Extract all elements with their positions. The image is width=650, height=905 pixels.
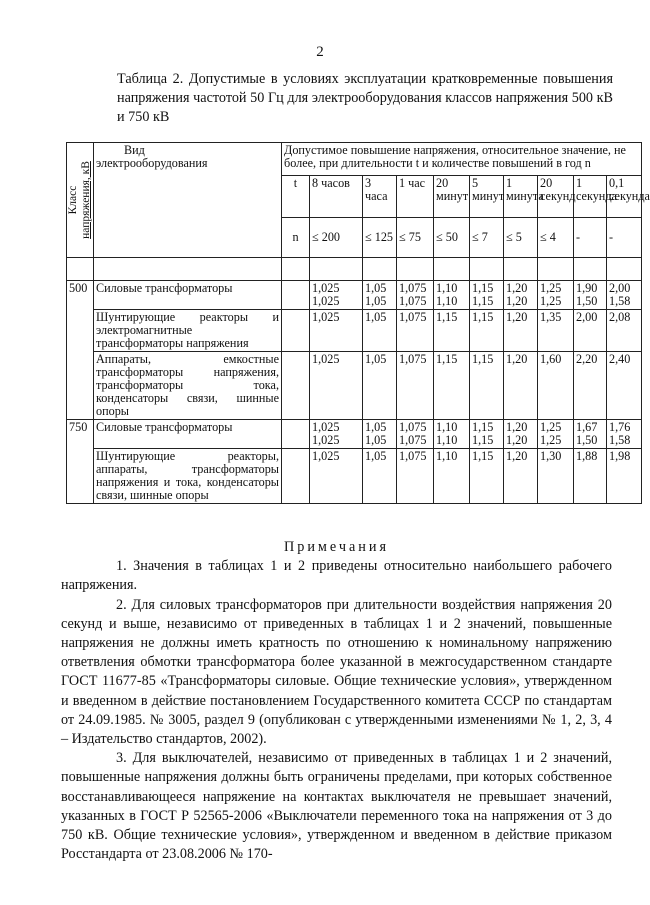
- value: 2,08: [609, 310, 631, 324]
- equipment-name-text: Силовые трансформаторы: [96, 420, 233, 434]
- gap-cell: [538, 258, 574, 281]
- value-cell: [574, 281, 607, 310]
- value: 1,025: [312, 420, 340, 434]
- value-cell: [397, 281, 434, 310]
- value-cell: [504, 449, 538, 504]
- n-label: n: [282, 218, 310, 258]
- equipment-name: [94, 352, 282, 420]
- count-cell: ≤ 7: [470, 218, 504, 258]
- table-row: [67, 420, 642, 449]
- value-cell: [397, 420, 434, 449]
- value: 1,25: [540, 420, 562, 434]
- value: 1,05: [365, 449, 387, 463]
- gap-cell: [94, 258, 282, 281]
- gap-cell: [282, 258, 310, 281]
- value: 1,25: [540, 281, 562, 295]
- value-cell: [574, 420, 607, 449]
- value-cell: [470, 352, 504, 420]
- value: 1,10: [436, 449, 458, 463]
- gap-cell: [434, 258, 470, 281]
- value: 1,20: [506, 294, 528, 308]
- value: 1,15: [472, 352, 494, 366]
- value: 1,50: [576, 433, 598, 447]
- value-cell: [363, 420, 397, 449]
- class-cell: 750: [67, 420, 94, 504]
- value: 1,88: [576, 449, 598, 463]
- value: 1,025: [312, 281, 340, 295]
- value: 1,20: [506, 352, 528, 366]
- value: 1,30: [540, 449, 562, 463]
- equipment-name-text: Силовые трансформаторы: [96, 281, 233, 295]
- value-cell: [397, 310, 434, 352]
- value-cell: [504, 310, 538, 352]
- kind-header-cell: [94, 143, 282, 258]
- duration-cell: 0,1 секунда: [607, 176, 642, 218]
- gap-cell: [67, 258, 94, 281]
- value-cell: [310, 420, 363, 449]
- duration-cell: 20 минут: [434, 176, 470, 218]
- gap-cell: [574, 258, 607, 281]
- duration-cell: 1 час: [397, 176, 434, 218]
- value-cell: [470, 420, 504, 449]
- value: 1,15: [472, 420, 494, 434]
- value: 1,35: [540, 310, 562, 324]
- value-cell: [397, 352, 434, 420]
- value: 1,50: [576, 294, 598, 308]
- value: 1,60: [540, 352, 562, 366]
- class-header: Класс напряжения, кВ: [67, 161, 92, 239]
- value-cell: [470, 449, 504, 504]
- value: 1,10: [436, 281, 458, 295]
- equipment-name: [94, 420, 282, 449]
- value: 1,15: [472, 281, 494, 295]
- gap-row: [67, 258, 642, 281]
- value-cell: [363, 352, 397, 420]
- table-row: [67, 449, 642, 504]
- value: 1,025: [312, 433, 340, 447]
- value-cell: [310, 281, 363, 310]
- value: 1,15: [436, 310, 458, 324]
- value-cell: [504, 281, 538, 310]
- class-cell: 500: [67, 281, 94, 420]
- count-cell: ≤ 4: [538, 218, 574, 258]
- group-header: Допустимое повышение напряжения, относительное значение, не более, при длительности t и количестве повышений в год n: [282, 143, 642, 176]
- value-cell: [470, 281, 504, 310]
- value-cell: [363, 281, 397, 310]
- duration-cell: 5 минут: [470, 176, 504, 218]
- value-cell: [504, 420, 538, 449]
- value-cell: [310, 352, 363, 420]
- value: 1,025: [312, 449, 340, 463]
- value: 2,00: [576, 310, 598, 324]
- value: 1,075: [399, 433, 427, 447]
- value-cell: [310, 310, 363, 352]
- note-3: 3. Для выключателей, независимо от приведенных в таблицах 1 и 2 значений, повышенные напряжения должны быть ограничены пределами, при которых собственное восстанавливающееся напряжение на контактах выключателя не превышает значений, указанных в ГОСТ Р 52565-2006 «Выключатели переменного тока на напряжения от 3 до 750 кВ. Общие технические условия», утвержденном и введенном в действие приказом Росстандарта от 23.08.2006 № 170-: [61, 750, 612, 863]
- value: 1,025: [312, 310, 340, 324]
- value: 1,15: [472, 433, 494, 447]
- value: 1,20: [506, 310, 528, 324]
- value-cell: [504, 352, 538, 420]
- value: 1,15: [472, 294, 494, 308]
- value: 1,20: [506, 449, 528, 463]
- value: 1,98: [609, 449, 631, 463]
- equipment-name: [94, 310, 282, 352]
- equipment-name-text: Шунтирующие реакторы и электромагнитные трансформаторы напряжения: [96, 310, 279, 350]
- note-1: 1. Значения в таблицах 1 и 2 приведены относительно наибольшего рабочего напряжения.: [61, 558, 612, 594]
- blank-cell: [282, 352, 310, 420]
- value: 1,025: [312, 294, 340, 308]
- note-2: 2. Для силовых трансформаторов при длительности воздействия напряжения 20 секунд и выше, независимо от приведенных в таблицах 1 и 2 значений, повышенные напряжения не должны иметь кратность по отношению к номинальному напряжению ответвления обмотки трансформатора более указанной в межгосударственном стандарте ГОСТ 11677-85 «Трансформаторы силовые. Общие технические условия», утвержденном и введенном в действие постановлением Государственного комитета СССР по стандартам от 24.09.1985. № 3005, раздел 9 (опубликован с утвержденными изменениями № 1, 2, 3, 4 – Издательство стандартов, 2002).: [61, 596, 612, 748]
- value: 1,20: [506, 433, 528, 447]
- count-cell: ≤ 50: [434, 218, 470, 258]
- value: 1,05: [365, 281, 387, 295]
- equipment-name-text: Шунтирующие реакторы, аппараты, трансформаторы напряжения и тока, конденсаторы связи, шинные опоры: [96, 449, 279, 502]
- kind-header-line2: электрооборудования: [96, 156, 208, 170]
- value-cell: [397, 449, 434, 504]
- gap-cell: [470, 258, 504, 281]
- class-header-cell: [67, 143, 94, 258]
- value-cell: [434, 281, 470, 310]
- value-cell: [538, 420, 574, 449]
- value: 1,10: [436, 294, 458, 308]
- value-cell: [607, 449, 642, 504]
- value: 1,10: [436, 420, 458, 434]
- table-row: [67, 352, 642, 420]
- value-cell: [607, 310, 642, 352]
- equipment-name: [94, 281, 282, 310]
- value: 1,58: [609, 433, 631, 447]
- value: 1,90: [576, 281, 598, 295]
- value: 1,025: [312, 352, 340, 366]
- count-cell: ≤ 5: [504, 218, 538, 258]
- value-cell: [434, 352, 470, 420]
- gap-cell: [363, 258, 397, 281]
- notes-title: Примечания: [284, 539, 389, 555]
- gap-cell: [397, 258, 434, 281]
- gap-cell: [310, 258, 363, 281]
- equipment-name-text: Аппараты, емкостные трансформаторы напряжения, трансформаторы тока, конденсаторы связи, шинные опоры: [96, 352, 279, 418]
- duration-cell: 3 часа: [363, 176, 397, 218]
- blank-cell: [282, 420, 310, 449]
- value: 1,075: [399, 352, 427, 366]
- value-cell: [434, 449, 470, 504]
- count-cell: ≤ 75: [397, 218, 434, 258]
- value: 2,20: [576, 352, 598, 366]
- value-cell: [607, 352, 642, 420]
- gap-cell: [504, 258, 538, 281]
- value: 1,075: [399, 420, 427, 434]
- equipment-name: [94, 449, 282, 504]
- table-row: [67, 281, 642, 310]
- value: 1,15: [436, 352, 458, 366]
- value: 1,10: [436, 433, 458, 447]
- value: 1,58: [609, 294, 631, 308]
- table-caption: Таблица 2. Допустимые в условиях эксплуатации кратковременные повышения напряжения частотой 50 Гц для электрооборудования классов напряжения 500 кВ и 750 кВ: [117, 71, 613, 125]
- notes: [61, 538, 612, 864]
- duration-cell: 20 секунд: [538, 176, 574, 218]
- value-cell: [574, 352, 607, 420]
- value-cell: [310, 449, 363, 504]
- value-cell: [363, 449, 397, 504]
- value-cell: [470, 310, 504, 352]
- value-cell: [574, 449, 607, 504]
- value-cell: [607, 281, 642, 310]
- voltage-table: [66, 142, 650, 504]
- value: 1,15: [472, 449, 494, 463]
- duration-cell: 8 часов: [310, 176, 363, 218]
- value-cell: [538, 281, 574, 310]
- value: 1,05: [365, 433, 387, 447]
- value: 1,76: [609, 420, 631, 434]
- value-cell: [434, 310, 470, 352]
- count-cell: ≤ 125: [363, 218, 397, 258]
- page-number: 2: [316, 44, 324, 60]
- value: 1,25: [540, 294, 562, 308]
- table-row: [67, 310, 642, 352]
- value: 2,40: [609, 352, 631, 366]
- duration-cell: 1 секунда: [574, 176, 607, 218]
- value-cell: [574, 310, 607, 352]
- value-cell: [538, 310, 574, 352]
- value: 1,67: [576, 420, 598, 434]
- value: 2,00: [609, 281, 631, 295]
- blank-cell: [282, 449, 310, 504]
- count-cell: ≤ 200: [310, 218, 363, 258]
- value: 1,075: [399, 310, 427, 324]
- value-cell: [363, 310, 397, 352]
- value: 1,15: [472, 310, 494, 324]
- value: 1,075: [399, 281, 427, 295]
- value: 1,075: [399, 449, 427, 463]
- value: 1,05: [365, 420, 387, 434]
- gap-cell: [607, 258, 642, 281]
- value-cell: [538, 449, 574, 504]
- value: 1,20: [506, 420, 528, 434]
- value-cell: [607, 420, 642, 449]
- kind-header-line1: Вид: [124, 143, 145, 157]
- table-body: [67, 143, 650, 504]
- value: 1,25: [540, 433, 562, 447]
- value: 1,075: [399, 294, 427, 308]
- blank-cell: [282, 310, 310, 352]
- duration-cell: 1 минута: [504, 176, 538, 218]
- value-cell: [434, 420, 470, 449]
- blank-cell: [282, 281, 310, 310]
- value: 1,20: [506, 281, 528, 295]
- value: 1,05: [365, 294, 387, 308]
- value: 1,05: [365, 310, 387, 324]
- count-cell: -: [574, 218, 607, 258]
- value-cell: [538, 352, 574, 420]
- value: 1,05: [365, 352, 387, 366]
- count-cell: -: [607, 218, 642, 258]
- t-label: t: [282, 176, 310, 218]
